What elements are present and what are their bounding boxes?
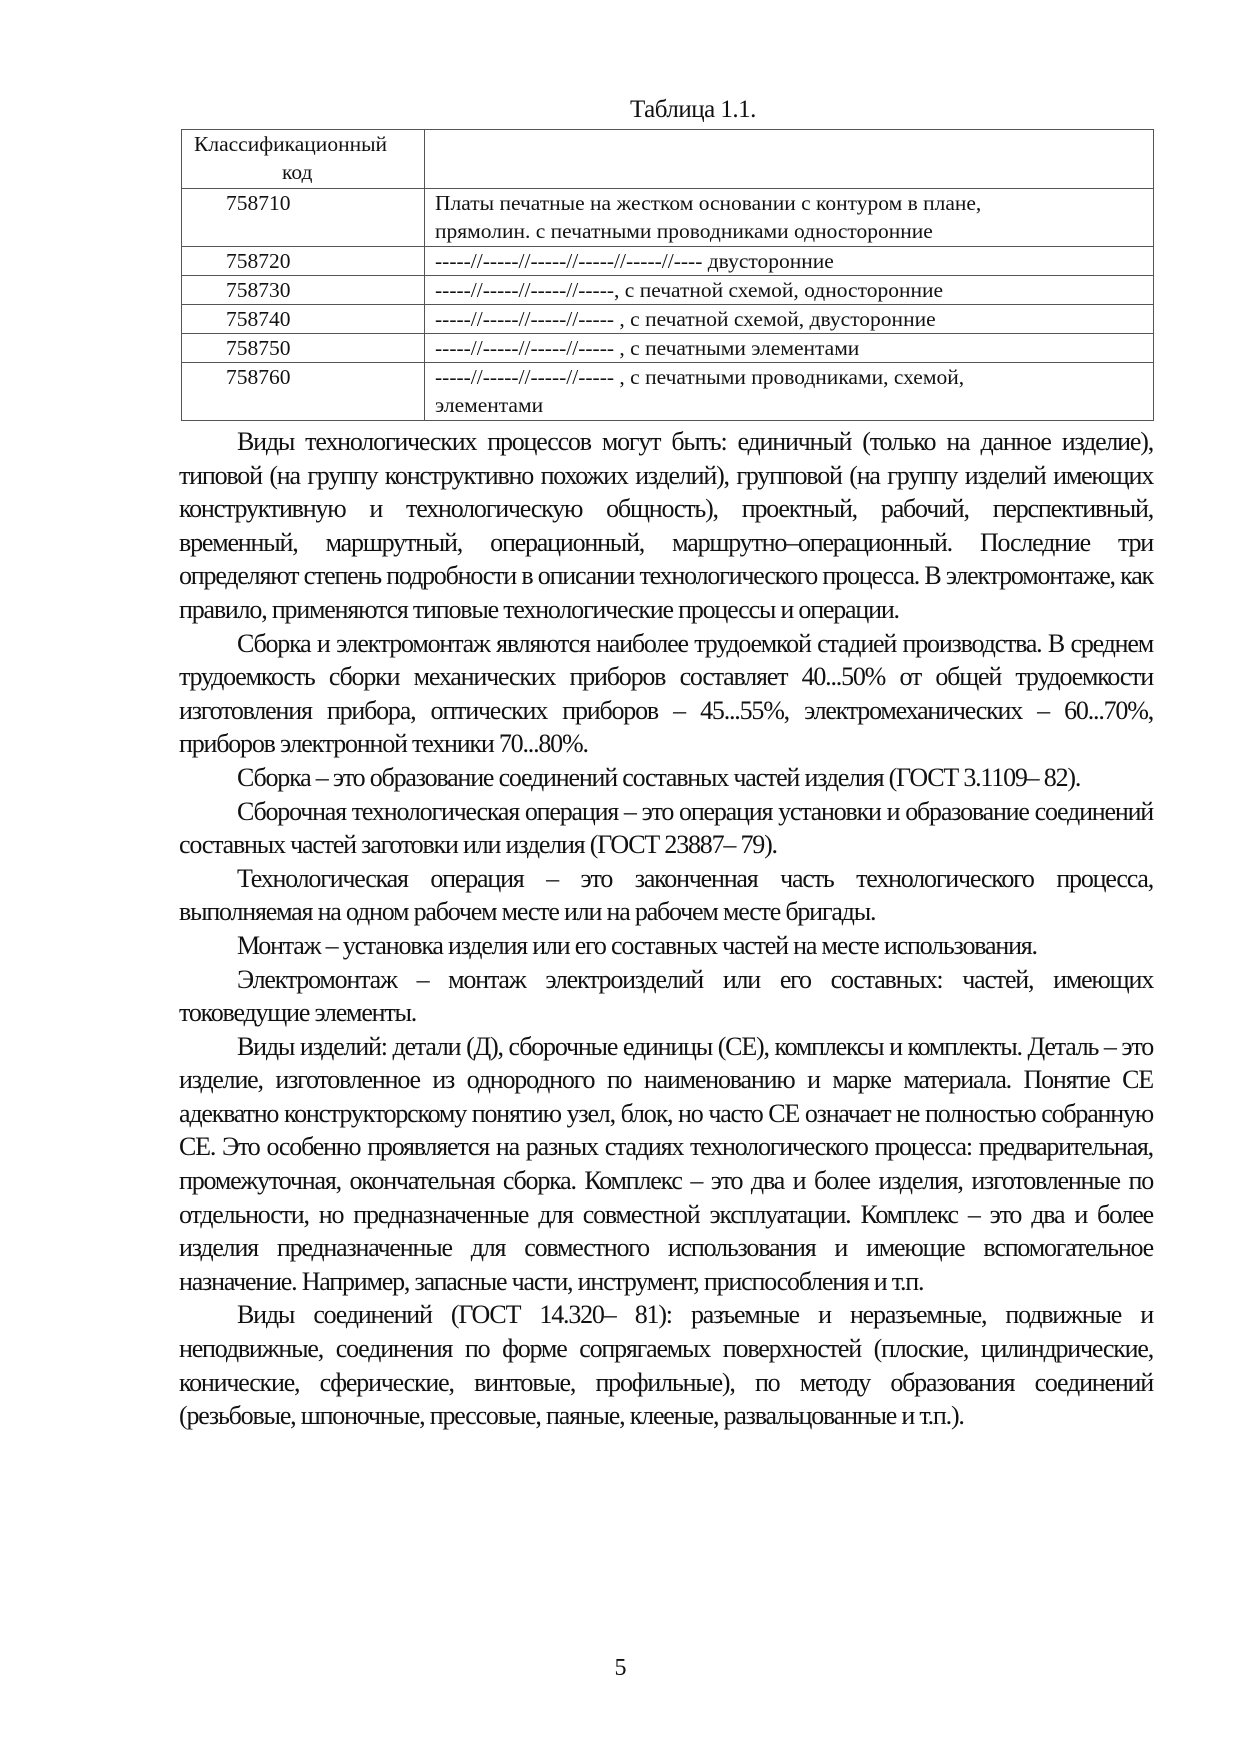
page-number: 5: [614, 1655, 627, 1681]
paragraph: Виды изделий: детали (Д), сборочные единицы (СЕ), комплексы и комплекты. Деталь – это изделие, изготовленное из однородного по наименованию и марке материала. Понятие СЕ адекватно конструкторскому понятию узел, блок, но часто СЕ означает не полностью собранную СЕ. Это особенно проявляется на разных стадиях технологического процесса: предварительная, промежуточная, окончательная сборка. Комплекс – это два и более изделия, изготовленные по отдельности, но предназначенные для совместной эксплуатации. Комплекс – это два и более изделия предназначенные для совместного использования и имеющие вспомогательное назначение. Например, запасные части, инструмент, приспособления и т.п.: [179, 1031, 1153, 1296]
table-row: [182, 247, 1154, 276]
code-cell: 758740: [182, 305, 425, 334]
desc-line: прямолин. с печатными проводниками односторонние: [435, 219, 933, 243]
header-code-line2: код: [282, 160, 313, 184]
code-cell: 758710: [182, 189, 425, 247]
desc-line: элементами: [435, 393, 544, 417]
desc-cell: [425, 363, 1154, 421]
code-cell: 758750: [182, 334, 425, 363]
desc-cell: [425, 189, 1154, 247]
table-row: [182, 363, 1154, 421]
body-text: [179, 425, 1153, 1433]
code-cell: 758760: [182, 363, 425, 421]
desc-cell: -----//-----//-----//----- , с печатными элементами: [425, 334, 1154, 363]
header-code-line1: Классификационный: [194, 132, 388, 156]
paragraph: Сборка и электромонтаж являются наиболее трудоемкой стадией производства. В среднем трудоемкость сборки механических приборов составляет 40...50% от общей трудоемкости изготовления прибора, оптических приборов – 45...55%, электромеханических – 60...70%, приборов электронной техники 70...80%.: [179, 628, 1153, 759]
desc-line: Платы печатные на жестком основании с контуром в плане,: [435, 191, 982, 215]
desc-line: -----//-----//-----//----- , с печатными проводниками, схемой,: [435, 365, 965, 389]
table-row: [182, 305, 1154, 334]
header-code-cell: [182, 130, 425, 189]
code-cell: 758720: [182, 247, 425, 276]
paragraph: Электромонтаж – монтаж электроизделий или его составных: частей, имеющих токоведущие элементы.: [179, 964, 1153, 1028]
paragraph: Виды соединений (ГОСТ 14.320– 81): разъемные и неразъемные, подвижные и неподвижные, соединения по форме сопрягаемых поверхностей (плоские, цилиндрические, конические, сферические, винтовые, профильные), по методу образования соединений (резьбовые, шпоночные, прессовые, паяные, клееные, развальцованные и т.п.).: [179, 1300, 1153, 1431]
table-row: [182, 189, 1154, 247]
paragraph: Сборка – это образование соединений составных частей изделия (ГОСТ 3.1109– 82).: [237, 762, 1081, 792]
table-header-row: [182, 130, 1154, 189]
table-row: [182, 334, 1154, 363]
paragraph: Сборочная технологическая операция – это операция установки и образование соединений составных частей заготовки или изделия (ГОСТ 23887– 79).: [179, 796, 1153, 860]
paragraph: Виды технологических процессов могут быть: единичный (только на данное изделие), типовой (на группу конструктивно похожих изделий), групповой (на группу изделий имеющих конструктивную и технологическую общность), проектный, рабочий, перспективный, временный, маршрутный, операционный, маршрутно–операционный. Последние три определяют степень подробности в описании технологического процесса. В электромонтаже, как правило, применяются типовые технологические процессы и операции.: [179, 427, 1153, 624]
desc-cell: -----//-----//-----//-----//-----//---- двусторонние: [425, 247, 1154, 276]
desc-cell: -----//-----//-----//-----, с печатной схемой, односторонние: [425, 276, 1154, 305]
classification-table: [181, 129, 1154, 421]
paragraph: Технологическая операция – это законченная часть технологического процесса, выполняемая на одном рабочем месте или на рабочем месте бригады.: [179, 863, 1153, 927]
header-desc-cell: [425, 130, 1154, 189]
paragraph: Монтаж – установка изделия или его составных частей на месте использования.: [237, 930, 1037, 960]
table-caption: Таблица 1.1.: [630, 96, 756, 123]
table-row: [182, 276, 1154, 305]
code-cell: 758730: [182, 276, 425, 305]
desc-cell: -----//-----//-----//----- , с печатной схемой, двусторонние: [425, 305, 1154, 334]
